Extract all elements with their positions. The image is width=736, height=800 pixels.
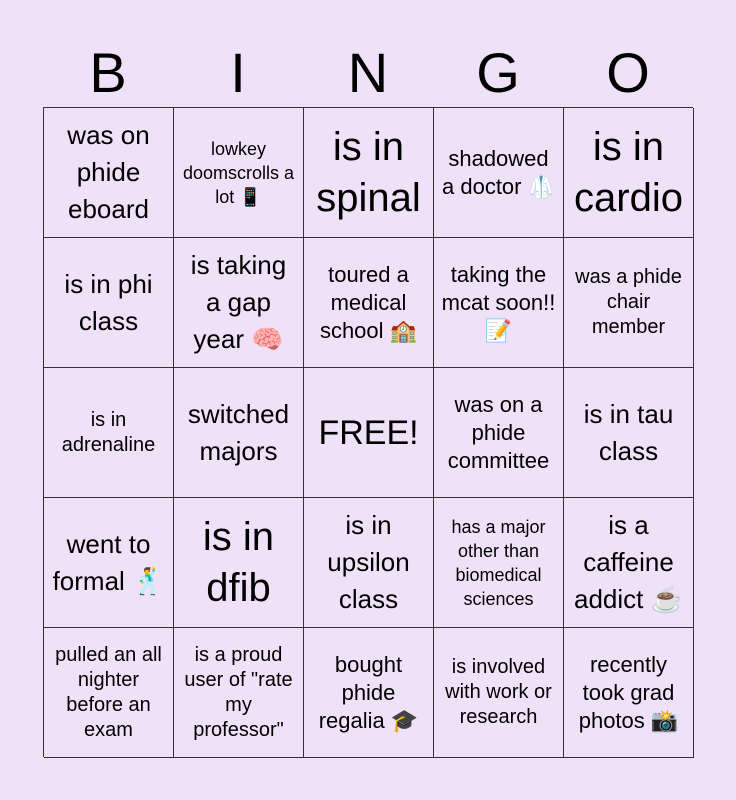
cell-text: went to formal 🕺 xyxy=(52,528,165,596)
free-space[interactable] xyxy=(304,368,434,498)
bingo-cell[interactable] xyxy=(304,628,434,758)
cell-text: was on phide eboard xyxy=(67,120,150,224)
bingo-cell[interactable] xyxy=(174,628,304,758)
cell-text: bought phide regalia 🎓 xyxy=(318,651,419,733)
header-letter-g: G xyxy=(476,41,520,104)
cell-text: pulled an all nighter before an exam xyxy=(55,643,162,741)
header-letter-o: O xyxy=(606,41,650,104)
bingo-cell[interactable] xyxy=(434,108,564,238)
cell-text: was on a phide committee xyxy=(447,391,550,473)
bingo-cell[interactable] xyxy=(564,628,694,758)
cell-text: switched majors xyxy=(187,398,290,466)
bingo-grid xyxy=(43,107,693,757)
bingo-cell[interactable] xyxy=(304,498,434,628)
bingo-cell[interactable] xyxy=(304,238,434,368)
bingo-cell[interactable] xyxy=(174,238,304,368)
cell-text: is a proud user of "rate my professor" xyxy=(184,643,293,741)
bingo-cell[interactable] xyxy=(434,238,564,368)
cell-text: is involved with work or research xyxy=(445,656,552,728)
bingo-cell[interactable] xyxy=(304,108,434,238)
cell-text: is in spinal xyxy=(316,124,421,220)
bingo-cell[interactable] xyxy=(44,108,174,238)
cell-text: is a caffeine addict ☕ xyxy=(574,510,683,614)
cell-text: was a phide chair member xyxy=(575,266,682,338)
bingo-cell[interactable] xyxy=(44,628,174,758)
bingo-header xyxy=(43,38,693,108)
cell-text: taking the mcat soon!! 📝 xyxy=(441,261,556,343)
bingo-cell[interactable] xyxy=(434,368,564,498)
cell-text: is in cardio xyxy=(574,124,683,220)
cell-text: is in upsilon class xyxy=(327,510,410,614)
bingo-cell[interactable] xyxy=(174,368,304,498)
cell-text: FREE! xyxy=(318,413,419,452)
cell-text: is taking a gap year 🧠 xyxy=(190,250,287,354)
bingo-cell[interactable] xyxy=(564,238,694,368)
bingo-cell[interactable] xyxy=(174,108,304,238)
cell-text: toured a medical school 🏫 xyxy=(319,261,418,343)
cell-text: is in adrenaline xyxy=(61,408,156,456)
cell-text: shadowed a doctor 🥼 xyxy=(442,145,555,199)
cell-text: is in phi class xyxy=(64,268,153,336)
header-letter-i: I xyxy=(230,41,246,104)
cell-text: lowkey doomscrolls a lot 📱 xyxy=(182,138,295,207)
bingo-cell[interactable] xyxy=(434,628,564,758)
cell-text: is in tau class xyxy=(583,398,674,466)
header-letter-b: B xyxy=(89,41,127,104)
bingo-cell[interactable] xyxy=(174,498,304,628)
bingo-cell[interactable] xyxy=(44,238,174,368)
bingo-cell[interactable] xyxy=(44,368,174,498)
bingo-cell[interactable] xyxy=(564,498,694,628)
bingo-cell[interactable] xyxy=(564,108,694,238)
cell-text: recently took grad photos 📸 xyxy=(578,651,679,733)
header-letter-n: N xyxy=(347,41,389,104)
bingo-cell[interactable] xyxy=(564,368,694,498)
cell-text: is in dfib xyxy=(202,514,275,610)
bingo-cell[interactable] xyxy=(44,498,174,628)
bingo-cell[interactable] xyxy=(434,498,564,628)
cell-text: has a major other than biomedical sciences xyxy=(451,516,546,609)
